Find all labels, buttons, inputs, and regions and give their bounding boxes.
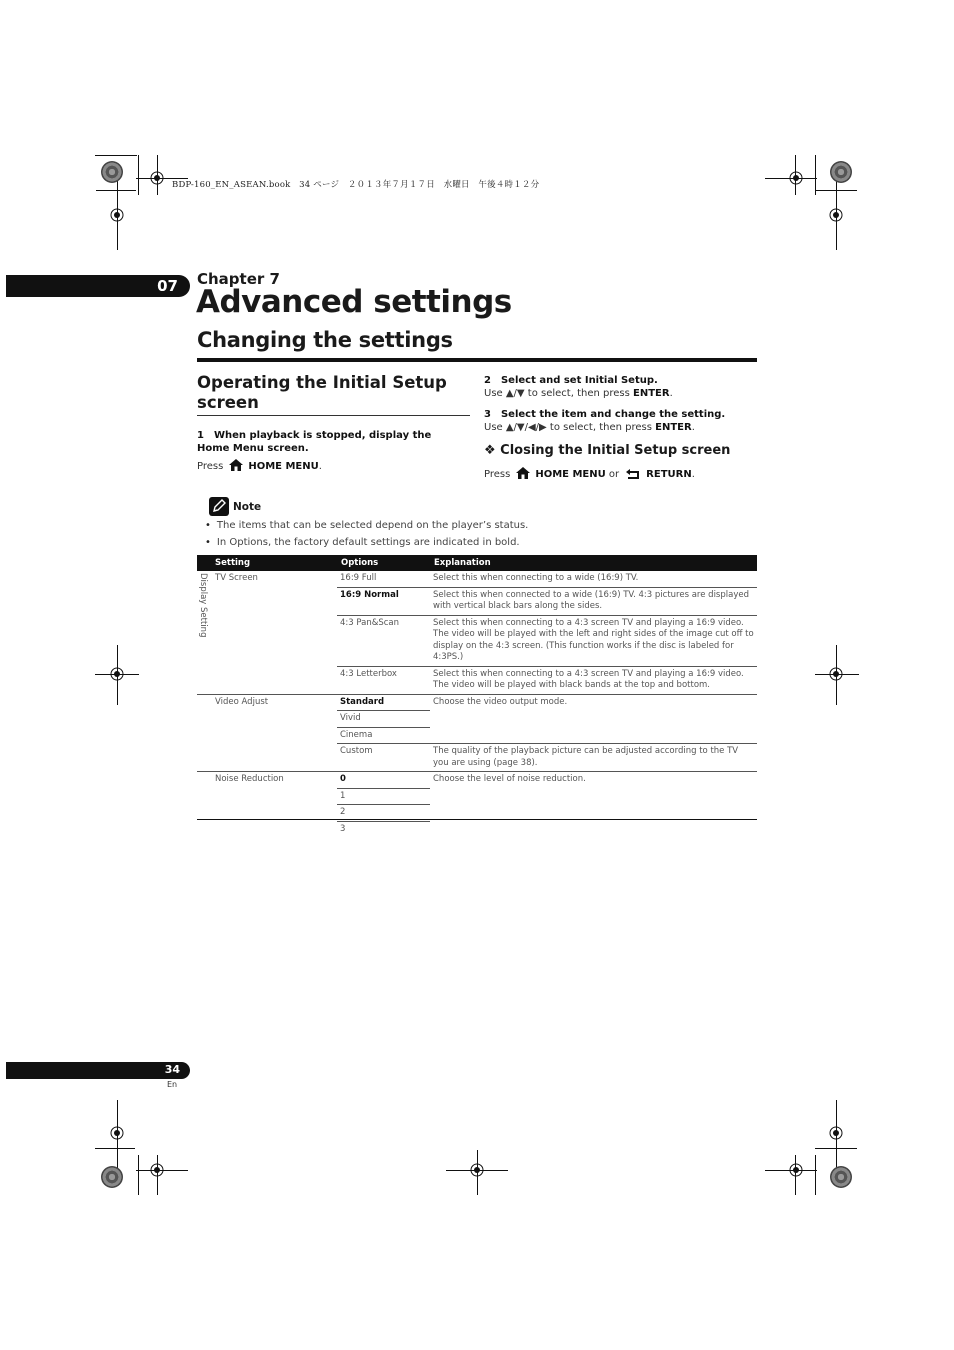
enter-key: ENTER [633,388,670,399]
step-heading: 2 Select and set Initial Setup. [484,375,658,386]
explanation-cell: Choose the level of noise reduction. [430,772,757,838]
return-key: RETURN [646,469,692,480]
page-title: Advanced settings [196,284,512,320]
registration-mark-icon [826,205,846,225]
step-3 [484,408,756,434]
page-language: En [167,1080,178,1089]
punctuation: . [318,461,322,472]
explanation-cell: Select this when connected to a wide (16:9) TV. 4:3 pictures are displayed with vertical black bars along the sides. [430,587,757,615]
registration-mark-icon [786,168,806,188]
step-body [197,459,467,473]
option-cell: 3 [337,821,430,837]
option-cell: 1 [337,788,430,805]
option-cell: Vivid [337,711,430,728]
registration-mark-icon [107,1123,127,1143]
setting-cell: TV Screen [215,573,258,583]
section-divider [197,358,757,362]
header-explanation: Explanation [430,555,757,571]
home-icon [516,467,530,479]
table-row [197,694,757,711]
header-setting: Setting [197,555,337,571]
registration-mark-icon [147,168,167,188]
press-text: Press [484,469,511,480]
subsection-divider [197,415,470,416]
header-options: Options [337,555,430,571]
table-row [197,772,757,789]
chapter-tab [6,275,190,297]
note-label: Note [233,501,262,513]
pencil-icon [209,497,229,516]
color-bar-disc-icon [101,1166,123,1188]
instruction-text: Use ▲/▼ to select, then press [484,388,630,399]
closing-instruction [484,467,756,481]
setting-cell: Video Adjust [197,694,337,772]
registration-mark-icon [826,664,846,684]
option-cell: Standard [337,694,430,711]
step-body [484,421,756,434]
return-icon [625,468,641,479]
closing-title: ❖ Closing the Initial Setup screen [484,443,731,458]
option-cell: 2 [337,805,430,822]
punctuation: . [691,469,695,480]
punctuation: . [691,422,695,433]
home-menu-key: HOME MENU [248,461,319,472]
explanation-cell: Select this when connecting to a wide (16:9) TV. [433,573,639,583]
step-heading: 1 When playback is stopped, display the Home Menu screen. [197,430,432,454]
subsection-title: Operating the Initial Setup screen [197,373,447,412]
explanation-cell: Select this when connecting to a 4:3 screen TV and playing a 16:9 video. The video will be played with the left and right sides of the image cut off to display on the 4:3 screen. (This function works if the disc is labeled for 4:3PS.) [430,615,757,666]
step-heading: 3 Select the item and change the setting. [484,409,726,420]
option-cell: 4:3 Letterbox [337,666,430,694]
option-cell: 0 [337,772,430,789]
note-item: • In Options, the factory default settings are indicated in bold. [205,537,520,548]
step-2 [484,374,756,400]
option-cell: Custom [337,744,430,772]
option-cell: 4:3 Pan&Scan [337,615,430,666]
explanation-cell: Choose the video output mode. [430,694,757,744]
registration-mark-icon [147,1160,167,1180]
instruction-text: Use ▲/▼/◀/▶ to select, then press [484,422,652,433]
enter-key: ENTER [655,422,692,433]
table-header-row [197,555,757,571]
chapter-number: 07 [157,277,178,295]
option-cell: Cinema [337,727,430,744]
registration-mark-icon [467,1160,487,1180]
table-bottom-rule [197,819,757,820]
registration-mark-icon [107,664,127,684]
home-icon [229,459,243,471]
punctuation: . [669,388,673,399]
press-text: Press [197,461,224,472]
chapter-label: Chapter 7 [197,270,280,288]
option-cell: 16:9 Full [340,573,377,583]
color-bar-disc-icon [830,161,852,183]
page-number: 34 [164,1063,180,1076]
print-header: BDP-160_EN_ASEAN.book 34 ページ ２０１３年７月１７日 水曜日 午後４時１２分 [172,180,540,190]
setting-cell: Noise Reduction [197,772,337,838]
color-bar-disc-icon [830,1166,852,1188]
explanation-cell: The quality of the playback picture can be adjusted according to the TV you are using (page 38). [430,744,757,772]
option-cell: 16:9 Normal [337,587,430,615]
explanation-cell: Select this when connecting to a 4:3 screen TV and playing a 16:9 video. The video will be played with black bands at the top and bottom. [430,666,757,694]
or-text: or [608,469,620,480]
step-1 [197,429,467,473]
page-number-tab [6,1062,190,1079]
section-title: Changing the settings [197,328,453,352]
note-item: • The items that can be selected depend on the player’s status. [205,520,528,531]
category-label: Display Setting [198,573,208,638]
home-menu-key: HOME MENU [535,469,606,480]
color-bar-disc-icon [101,161,123,183]
registration-mark-icon [107,205,127,225]
settings-table [197,555,757,837]
registration-mark-icon [826,1123,846,1143]
table-row [197,571,757,587]
step-body [484,387,756,400]
registration-mark-icon [786,1160,806,1180]
